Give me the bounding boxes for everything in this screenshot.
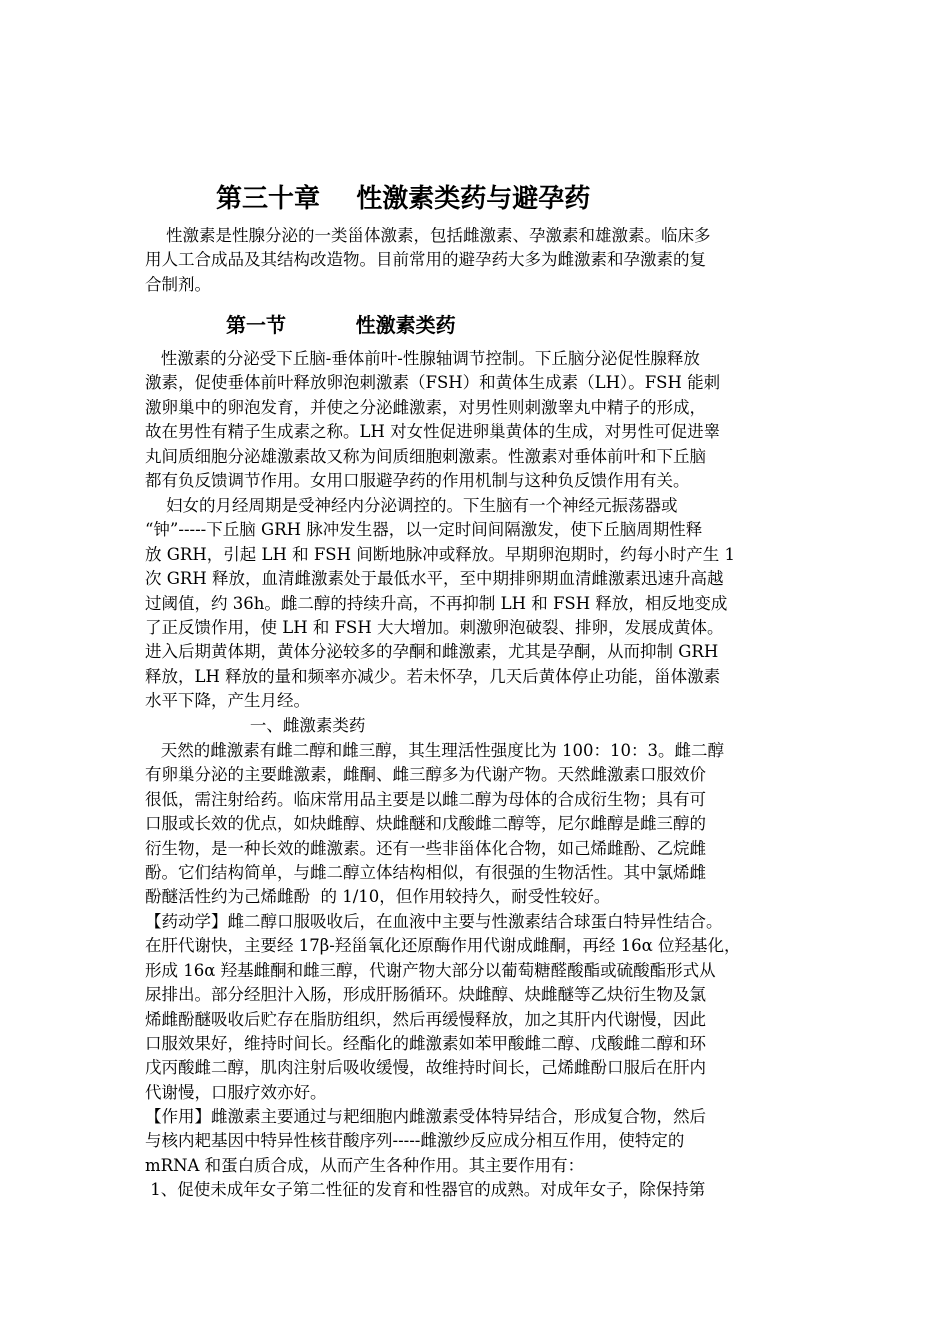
text-line: 【药动学】雌二醇口服吸收后，在血液中主要与性激素结合球蛋白特异性结合。 <box>145 912 723 931</box>
text-line: 代谢慢，口服疗效亦好。 <box>145 1082 327 1102</box>
subsection-heading <box>145 714 825 738</box>
text-line: mRNA 和蛋白质合成，从而产生各种作用。其主要作用有： <box>145 1155 585 1175</box>
text-line: 很低，需注射给药。临床常用品主要是以雌二醇为母体的合成衍生物；具有可 <box>145 789 706 809</box>
intro-paragraph <box>145 224 825 297</box>
action-paragraph <box>145 1105 825 1203</box>
pharmacokinetics-paragraph <box>145 910 825 1105</box>
text-line: 放 GRH，引起 LH 和 FSH 间断地脉冲或释放。早期卵泡期时，约每小时产生 1 <box>145 544 735 564</box>
text-line: 衍生物，是一种长效的雌激素。还有一些非甾体化合物，如己烯雌酚、乙烷雌 <box>145 838 706 858</box>
text-line: 用人工合成品及其结构改造物。目前常用的避孕药大多为雌激素和孕激素的复 <box>145 250 706 270</box>
text-line: 性激素是性腺分泌的一类甾体激素，包括雌激素、孕激素和雄激素。临床多 <box>145 226 711 245</box>
text-line: 1、促使未成年女子第二性征的发育和性器官的成熟。对成年女子，除保持第 <box>145 1180 706 1200</box>
text-line: 口服或长效的优点，如炔雌醇、炔雌醚和戊酸雌二醇等，尼尔雌醇是雌三醇的 <box>145 814 706 834</box>
text-line: 形成 16α 羟基雌酮和雌三醇，代谢产物大部分以葡萄糖醛酸酯或硫酸酯形式从 <box>145 960 716 980</box>
chapter-title: 第三十章 性激素类药与避孕药 <box>216 184 591 214</box>
text-line: 都有负反馈调节作用。女用口服避孕药的作用机制与这种负反馈作用有关。 <box>145 470 690 490</box>
text-line: 妇女的月经周期是受神经内分泌调控的。下生脑有一个神经元振荡器或 <box>145 496 678 515</box>
text-line: “钟”-----下丘脑 GRH 脉冲发生器，以一定时间间隔激发，使下丘脑周期性释 <box>145 520 703 540</box>
text-line: 激素，促使垂体前叶释放卵泡刺激素（FSH）和黄体生成素（LH）。FSH 能刺 <box>145 373 721 393</box>
text-line: 酚醚活性约为己烯雌酚 的 1/10，但作用较持久，耐受性较好。 <box>145 887 611 907</box>
text-line: 酚。它们结构简单，与雌二醇立体结构相似，有很强的生物活性。其中氯烯雌 <box>145 862 706 882</box>
text-line: 天然的雌激素有雌二醇和雌三醇，其生理活性强度比为 100：10：3。雌二醇 <box>145 741 724 760</box>
text-line: 性激素的分泌受下丘脑-垂体前叶-性腺轴调节控制。下丘脑分泌促性腺释放 <box>145 349 700 368</box>
text-line: 有卵巢分泌的主要雌激素，雌酮、雌三醇多为代谢产物。天然雌激素口服效价 <box>145 765 706 785</box>
text-line: 烯雌酚醚吸收后贮存在脂肪组织，然后再缓慢释放，加之其肝内代谢慢，因此 <box>145 1009 706 1029</box>
text-line: 丸间质细胞分泌雄激素故又称为间质细胞刺激素。性激素对垂体前叶和下丘脑 <box>145 446 706 466</box>
section-title: 第一节 性激素类药 <box>226 313 456 337</box>
text-line: 戊丙酸雌二醇，肌肉注射后吸收缓慢，故维持时间长，己烯雌酚口服后在肝内 <box>145 1058 706 1078</box>
text-line: 口服效果好，维持时间长。经酯化的雌激素如苯甲酸雌二醇、戊酸雌二醇和环 <box>145 1033 706 1053</box>
menstrual-cycle-paragraph <box>145 494 825 714</box>
text-line: 在肝代谢快，主要经 17β-羟甾氧化还原酶作用代谢成雌酮，再经 16α 位羟基化， <box>145 936 741 956</box>
text-line: 故在男性有精子生成素之称。LH 对女性促进卵巢黄体的生成，对男性可促进睾 <box>145 422 721 442</box>
text-line: 过阈值，约 36h。雌二醇的持续升高，不再抑制 LH 和 FSH 释放，相反地变成 <box>145 593 728 613</box>
text-line: 释放，LH 释放的量和频率亦减少。若未怀孕，几天后黄体停止功能，甾体激素 <box>145 666 721 686</box>
text-line: 进入后期黄体期，黄体分泌较多的孕酮和雌激素，尤其是孕酮，从而抑制 GRH <box>145 642 719 662</box>
text-line: 【作用】雌激素主要通过与耙细胞内雌激素受体特异结合，形成复合物，然后 <box>145 1107 706 1126</box>
text-line: 与核内耙基因中特异性核苷酸序列-----雌激纱反应成分相互作用，使特定的 <box>145 1131 685 1151</box>
text-line: 水平下降，产生月经。 <box>145 691 310 711</box>
text-line: 尿排出。部分经胆汁入肠，形成肝肠循环。炔雌醇、炔雌醚等乙炔衍生物及氯 <box>145 985 706 1005</box>
text-line: 合制剂。 <box>145 274 211 294</box>
text-line: 激卵巢中的卵泡发育，并使之分泌雌激素，对男性则刺激睾丸中精子的形成， <box>145 397 706 417</box>
estrogen-paragraph <box>145 739 825 910</box>
text-line: 了正反馈作用，使 LH 和 FSH 大大增加。刺激卵泡破裂、排卵，发展成黄体。 <box>145 617 724 637</box>
text-line: 次 GRH 释放，血清雌激素处于最低水平，至中期排卵期血清雌激素迅速升高越 <box>145 569 724 589</box>
subsection-title: 一、雌激素类药 <box>145 716 366 735</box>
regulation-paragraph <box>145 347 825 493</box>
